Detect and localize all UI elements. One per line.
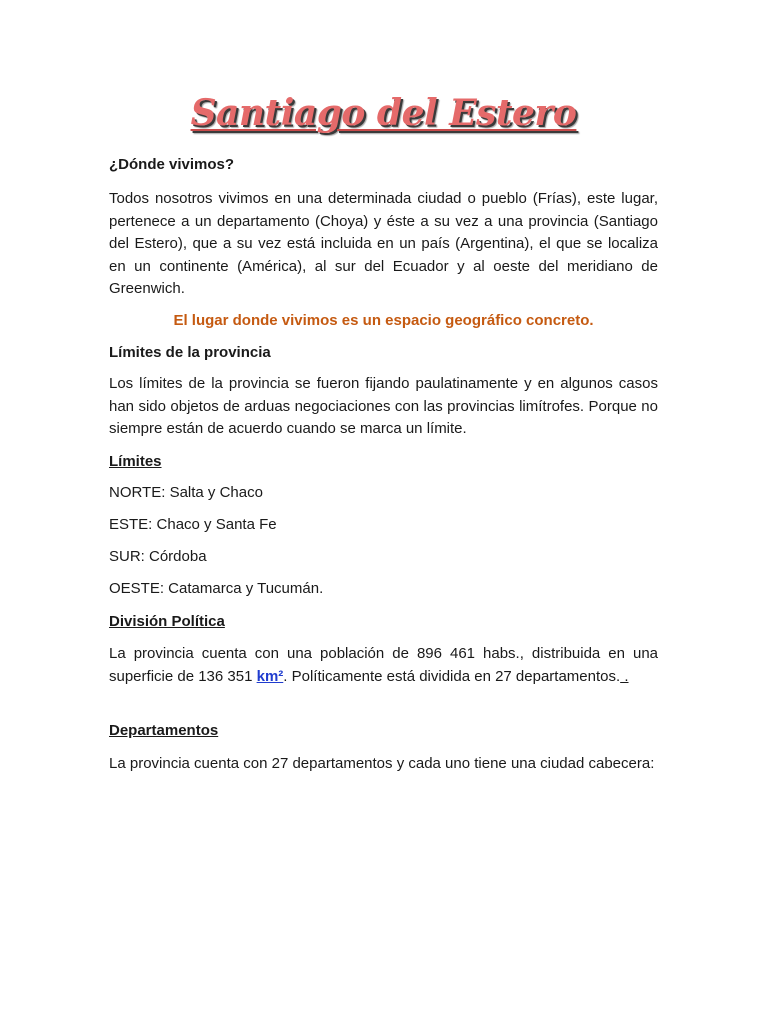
division-tail: . [620, 667, 629, 685]
limits-paragraph: Los límites de la provincia se fueron fijando paulatinamente y en algunos casos han sido objetos de arduas negociaciones con las provincias limítrofes. Porque no siempre están de acuerdo cuando se marca un límite. [109, 375, 658, 437]
limit-value: Chaco y Santa Fe [152, 516, 277, 533]
page-title: Santiago del Estero [190, 92, 577, 134]
division-text-start: La provincia cuenta con una población de 896 461 habs., distribuida en una superficie de 136 351 [109, 645, 658, 685]
question-heading: ¿Dónde vivimos? [109, 156, 235, 173]
limits-subheading: Límites de la provincia [109, 344, 271, 361]
division-paragraph [109, 643, 658, 688]
limit-direction: ESTE: [109, 516, 153, 533]
division-text-end: . Políticamente está dividida en 27 departamentos. [283, 667, 621, 685]
intro-paragraph: Todos nosotros vivimos en una determinada ciudad o pueblo (Frías), este lugar, pertenece a un departamento (Choya) y éste a su vez a una provincia (Santiago del Estero), que a su vez está incluida en un país (Argentina), el que se localiza en un continente (América), al sur del Ecuador y al oeste del meridiano de Greenwich. [109, 190, 658, 297]
limit-value: Córdoba [144, 548, 207, 565]
limit-west [109, 578, 658, 601]
limit-value: Salta y Chaco [165, 484, 263, 501]
limit-north [109, 482, 658, 505]
departments-paragraph: La provincia cuenta con 27 departamentos y cada uno tiene una ciudad cabecera: [109, 755, 655, 772]
limit-south [109, 546, 658, 569]
limites-heading: Límites [109, 453, 162, 470]
limit-direction: SUR: [109, 548, 145, 565]
limit-direction: NORTE: [109, 484, 166, 501]
limit-direction: OESTE: [109, 580, 165, 597]
departments-heading: Departamentos [109, 722, 219, 739]
highlight-sentence: El lugar donde vivimos es un espacio geográfico concreto. [173, 312, 594, 329]
division-heading: División Política [109, 613, 225, 630]
limit-east [109, 514, 658, 537]
km2-link[interactable]: km² [256, 667, 284, 685]
limit-value: Catamarca y Tucumán. [164, 580, 324, 597]
